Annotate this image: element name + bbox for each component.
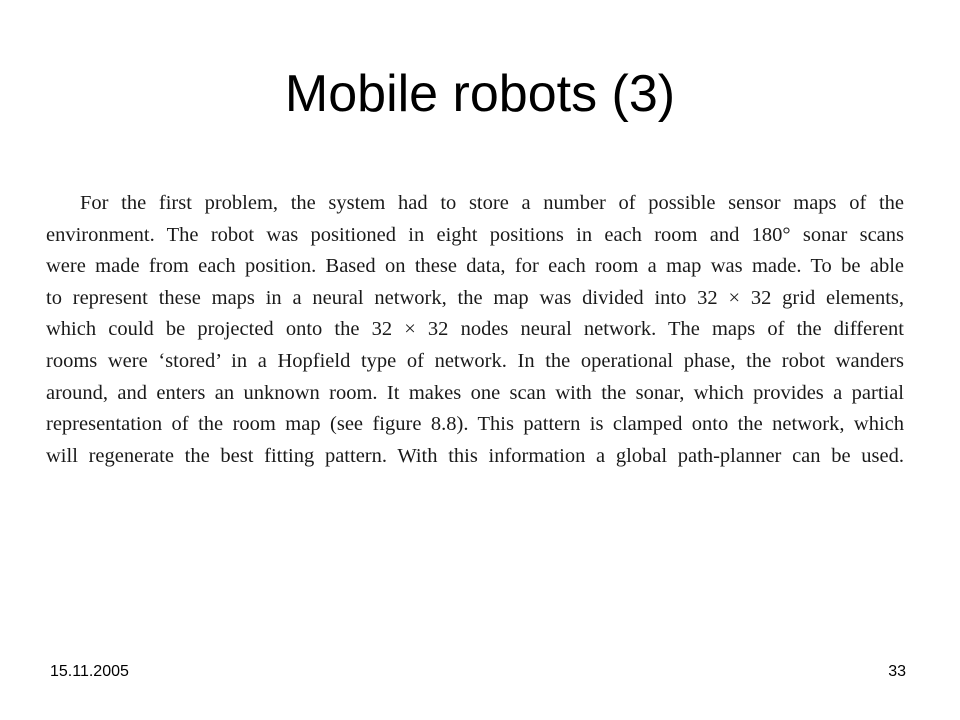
excerpt-line: environment. The robot was positioned in eight positions in each room and 180° sonar scans (46, 223, 904, 246)
text-excerpt (46, 188, 904, 472)
excerpt-line: to represent these maps in a neural network, the map was divided into 32 × 32 grid elements, (46, 286, 904, 309)
excerpt-line: were made from each position. Based on these data, for each room a map was made. To be able (46, 255, 904, 278)
excerpt-line: For the first problem, the system had to store a number of possible sensor maps of the (80, 192, 904, 214)
slide-title: Mobile robots (3) (284, 65, 676, 123)
excerpt-line: which could be projected onto the 32 × 32 nodes neural network. The maps of the different (46, 318, 904, 341)
excerpt-line: representation of the room map (see figure 8.8). This pattern is clamped onto the network, which (46, 413, 904, 436)
excerpt-line: around, and enters an unknown room. It makes one scan with the sonar, which provides a partial (46, 381, 904, 404)
excerpt-line: rooms were ‘stored’ in a Hopfield type of network. In the operational phase, the robot wanders (46, 349, 904, 372)
page-number: 33 (888, 663, 906, 680)
footer-date: 15.11.2005 (50, 663, 129, 680)
excerpt-line: will regenerate the best fitting pattern. With this information a global path-planner can be used. (46, 444, 904, 467)
